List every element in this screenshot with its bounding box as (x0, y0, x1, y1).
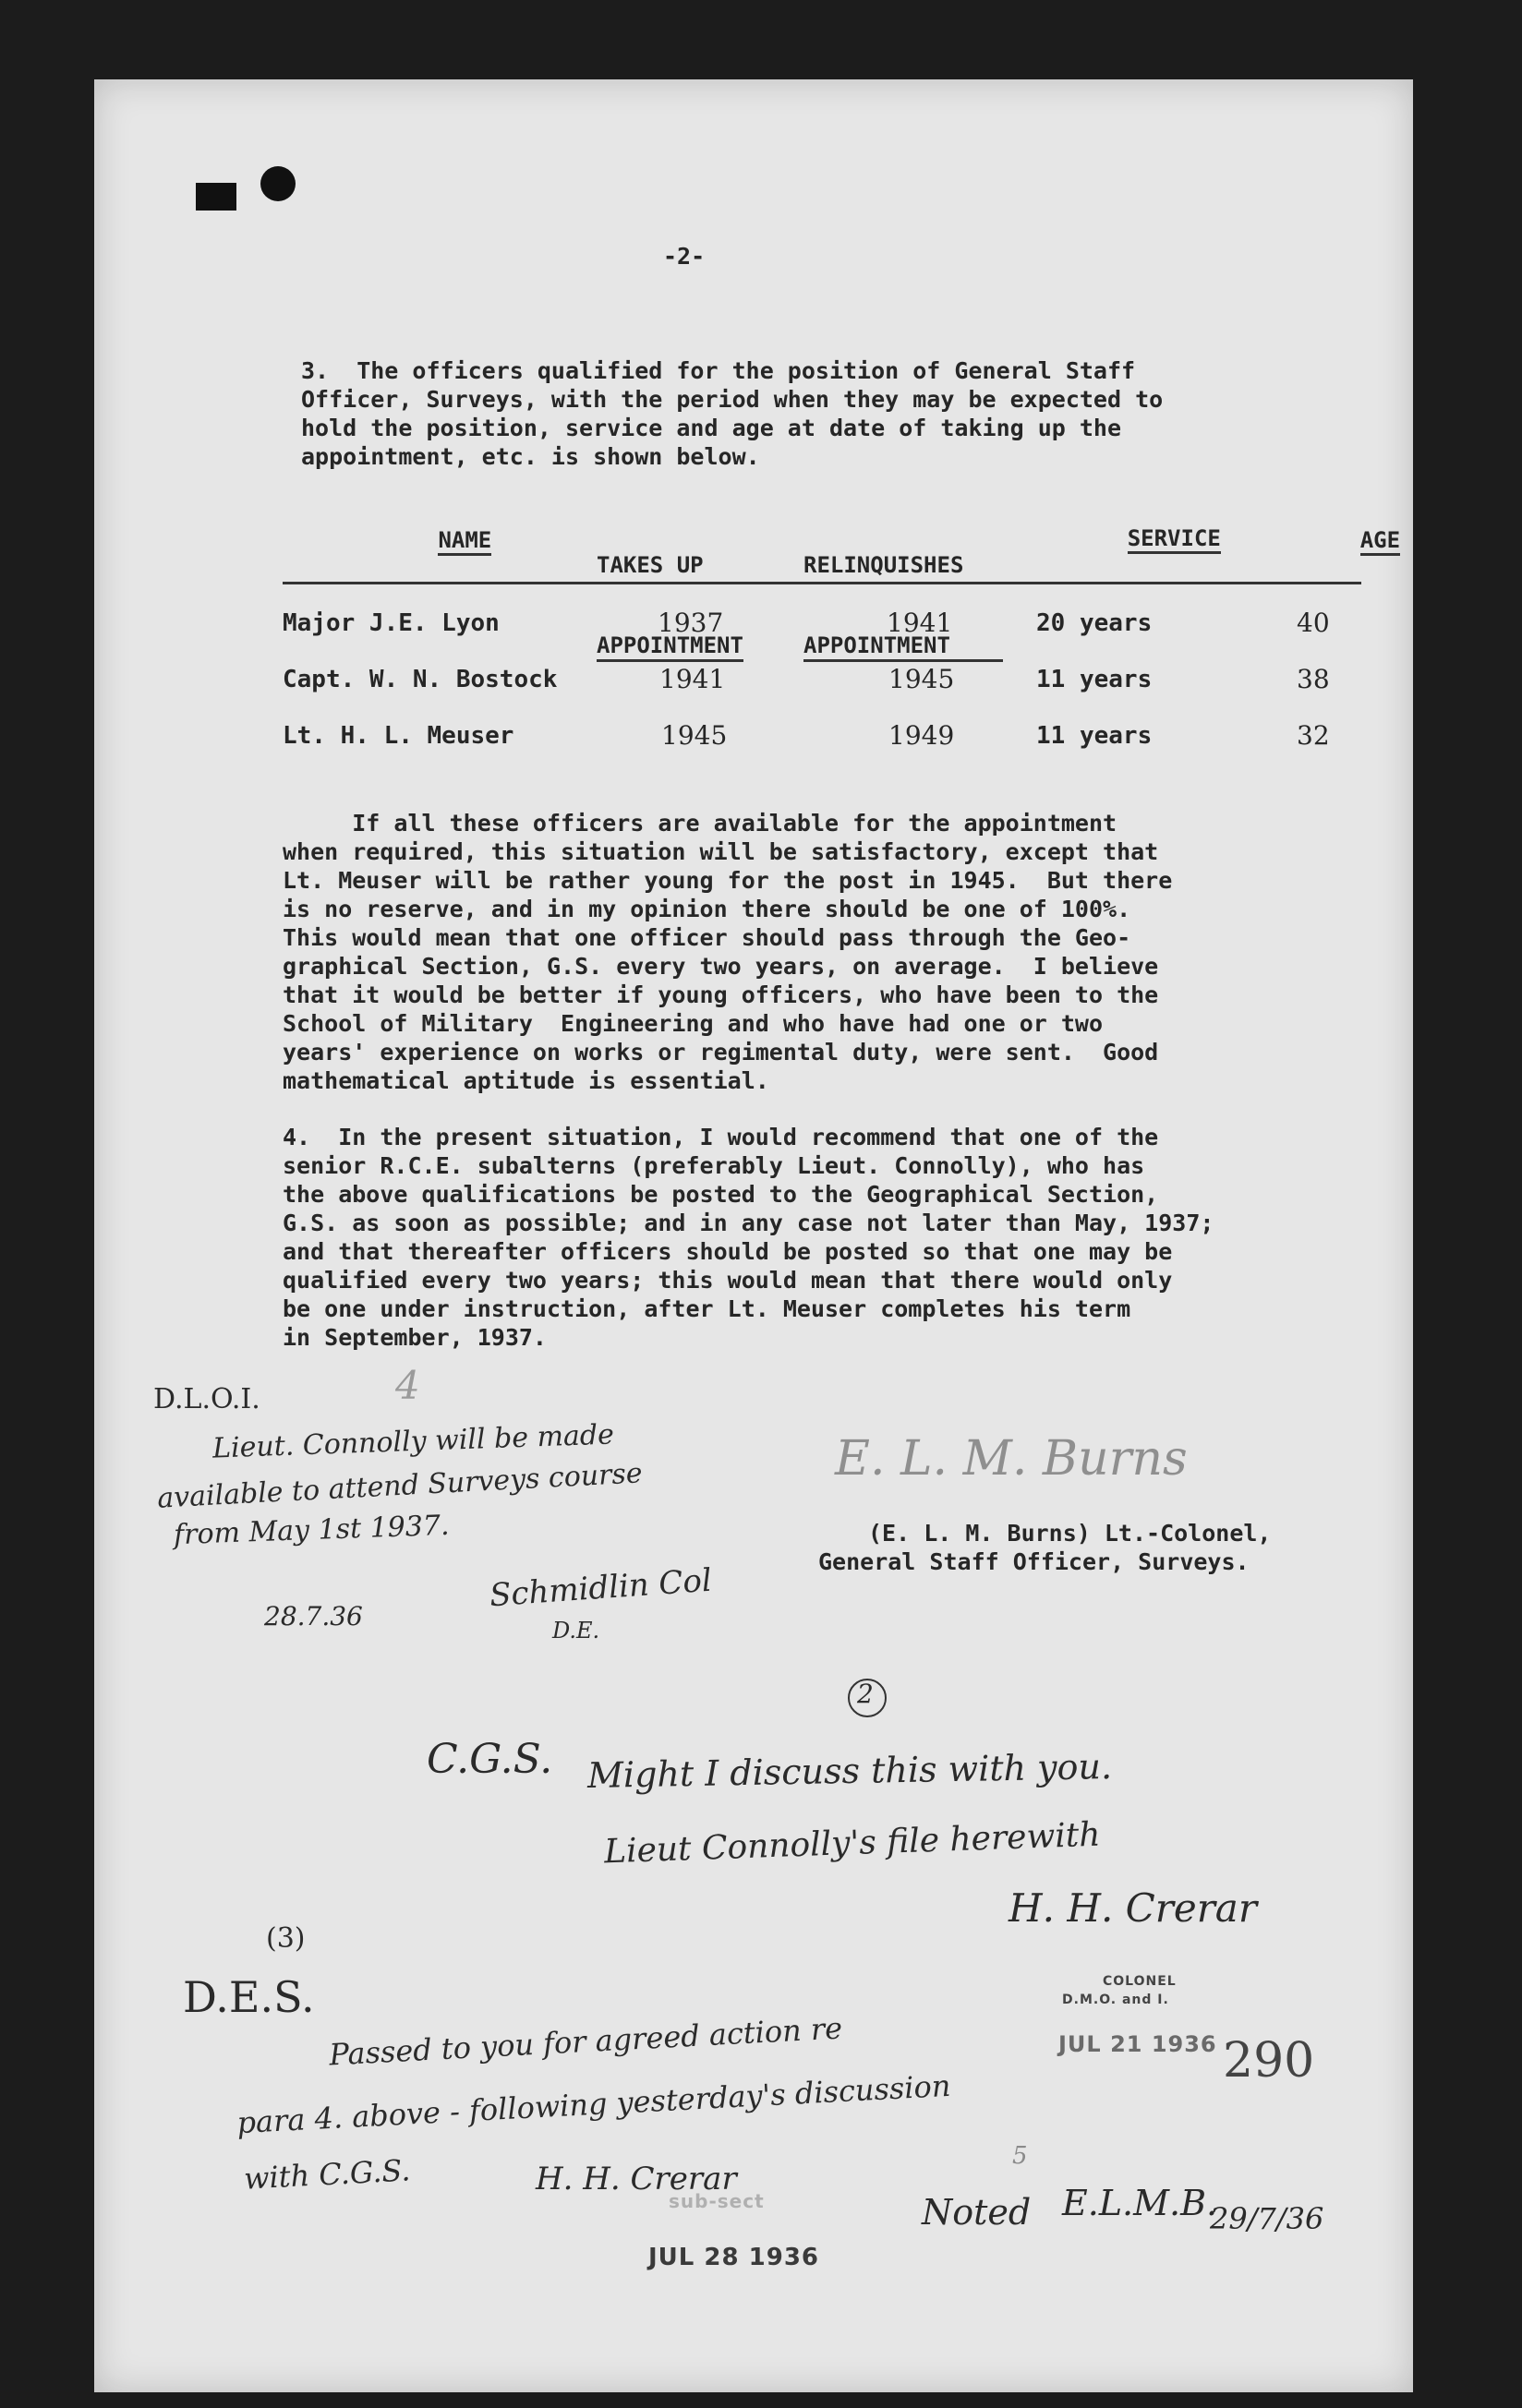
text-line: mathematical aptitude is essential. (283, 1067, 769, 1094)
noted-date: 29/7/36 (1210, 2201, 1324, 2236)
cell-relinquishes: 1949 (888, 720, 955, 751)
cell-relinquishes: 1945 (888, 664, 955, 694)
handwritten-line: Lieut. Connolly will be made (211, 1418, 615, 1465)
text-line: This would mean that one officer should pass through the Geo- (283, 924, 1131, 951)
annotation-signature: H. H. Crerar (1009, 1885, 1257, 1931)
header-age: AGE (1280, 500, 1400, 581)
text-line: appointment, etc. is shown below. (301, 443, 760, 470)
header-service: SERVICE (1047, 499, 1182, 579)
text-line: If all these officers are available for the appointment (283, 810, 1117, 837)
handwritten-line: from May 1st 1937. (173, 1509, 451, 1552)
header-name: NAME (303, 500, 547, 581)
cell-age: 38 (1297, 664, 1330, 694)
annotation-heading: D.L.O.I. (153, 1383, 260, 1415)
cell-name: Major J.E. Lyon (283, 609, 500, 637)
text-line: G.S. as soon as possible; and in any case not later than May, 1937; (283, 1210, 1214, 1236)
text-line: hold the position, service and age at date of taking up the (301, 415, 1122, 441)
cell-relinquishes: 1941 (887, 608, 953, 638)
cell-service: 20 years (1036, 609, 1153, 637)
cell-age: 40 (1297, 608, 1330, 638)
table-rule (283, 582, 1361, 584)
cell-takes-up: 1941 (659, 664, 726, 694)
handwritten-line: with C.G.S. (243, 2152, 412, 2197)
date-stamp: JUL 28 1936 (648, 2244, 820, 2271)
punch-mark (260, 166, 296, 201)
handwritten-line: Lieut Connolly's file herewith (603, 1815, 1102, 1872)
annotation-date: 28.7.36 (264, 1601, 363, 1631)
noted-initials: E.L.M.B. (1062, 2183, 1218, 2223)
signatory-title: General Staff Officer, Surveys. (818, 1548, 1250, 1575)
cell-age: 32 (1297, 720, 1330, 751)
text-line: senior R.C.E. subalterns (preferably Lieut. Connolly), who has (283, 1152, 1145, 1179)
text-line: is no reserve, and in my opinion there should be one of 100%. (283, 896, 1131, 922)
cell-name: Lt. H. L. Meuser (283, 722, 514, 750)
annotation-initials: D.E. (552, 1618, 600, 1643)
text-line: when required, this situation will be satisfactory, except that (283, 838, 1159, 865)
cell-takes-up: 1945 (661, 720, 728, 751)
text-line: School of Military Engineering and who have had one or two (283, 1010, 1104, 1037)
circled-number-text: 2 (857, 1679, 874, 1709)
annotation-number: (3) (266, 1922, 306, 1955)
annotation-signature: Schmidlin Col (488, 1561, 714, 1615)
small-number: 5 (1012, 2142, 1028, 2170)
text-line: years' experience on works or regimental duty, were sent. Good (283, 1039, 1159, 1066)
faint-stamp: sub-sect (669, 2190, 765, 2212)
text-line: that it would be better if young officers, who have been to the (283, 981, 1159, 1008)
annotation-signature: H. H. Crerar (536, 2161, 737, 2197)
page-number: -2- (663, 243, 706, 270)
header-relinquishes: RELINQUISHES APPOINTMENT (803, 499, 1003, 716)
annotation-number: 4 (395, 1363, 420, 1408)
text-line: 4. In the present situation, I would recommend that one of the (283, 1124, 1159, 1150)
cell-takes-up: 1937 (658, 608, 724, 638)
handwritten-line: Passed to you for agreed action re (328, 2010, 843, 2073)
text-line: graphical Section, G.S. every two years, on average. I believe (283, 953, 1159, 980)
text-line: and that thereafter officers should be posted so that one may be (283, 1238, 1173, 1265)
cell-service: 11 years (1036, 666, 1153, 693)
signatory-name: (E. L. M. Burns) Lt.-Colonel, (868, 1520, 1272, 1547)
text-line: Lt. Meuser will be rather young for the post in 1945. But there (283, 867, 1173, 894)
text-line: in September, 1937. (283, 1324, 547, 1351)
text-line: qualified every two years; this would mean that there would only (283, 1267, 1173, 1294)
header-takes-up: TAKES UP APPOINTMENT (597, 499, 743, 716)
handwritten-signature: E. L. M. Burns (835, 1431, 1188, 1487)
text-line: the above qualifications be posted to the Geographical Section, (283, 1181, 1159, 1208)
noted-note: Noted (922, 2192, 1032, 2233)
colonel-stamp: COLONEL (1103, 1974, 1177, 1989)
date-stamp: JUL 21 1936 (1058, 2031, 1217, 2057)
dmo-stamp: D.M.O. and I. (1062, 1993, 1169, 2007)
text-line: Officer, Surveys, with the period when they may be expected to (301, 386, 1164, 413)
text-line: be one under instruction, after Lt. Meuser completes his term (283, 1295, 1131, 1322)
text-line: 3. The officers qualified for the position of General Staff (301, 357, 1136, 384)
handwritten-line: para 4. above - following yesterday's discussion (236, 2067, 952, 2141)
cell-service: 11 years (1036, 722, 1153, 750)
annotation-addressee: D.E.S. (183, 1972, 315, 2022)
punch-mark (196, 183, 236, 211)
handwritten-line: Might I discuss this with you. (586, 1746, 1113, 1796)
annotation-addressee: C.G.S. (427, 1736, 553, 1783)
file-number: 290 (1223, 2033, 1315, 2089)
handwritten-line: available to attend Surveys course (156, 1457, 644, 1515)
cell-name: Capt. W. N. Bostock (283, 666, 558, 693)
